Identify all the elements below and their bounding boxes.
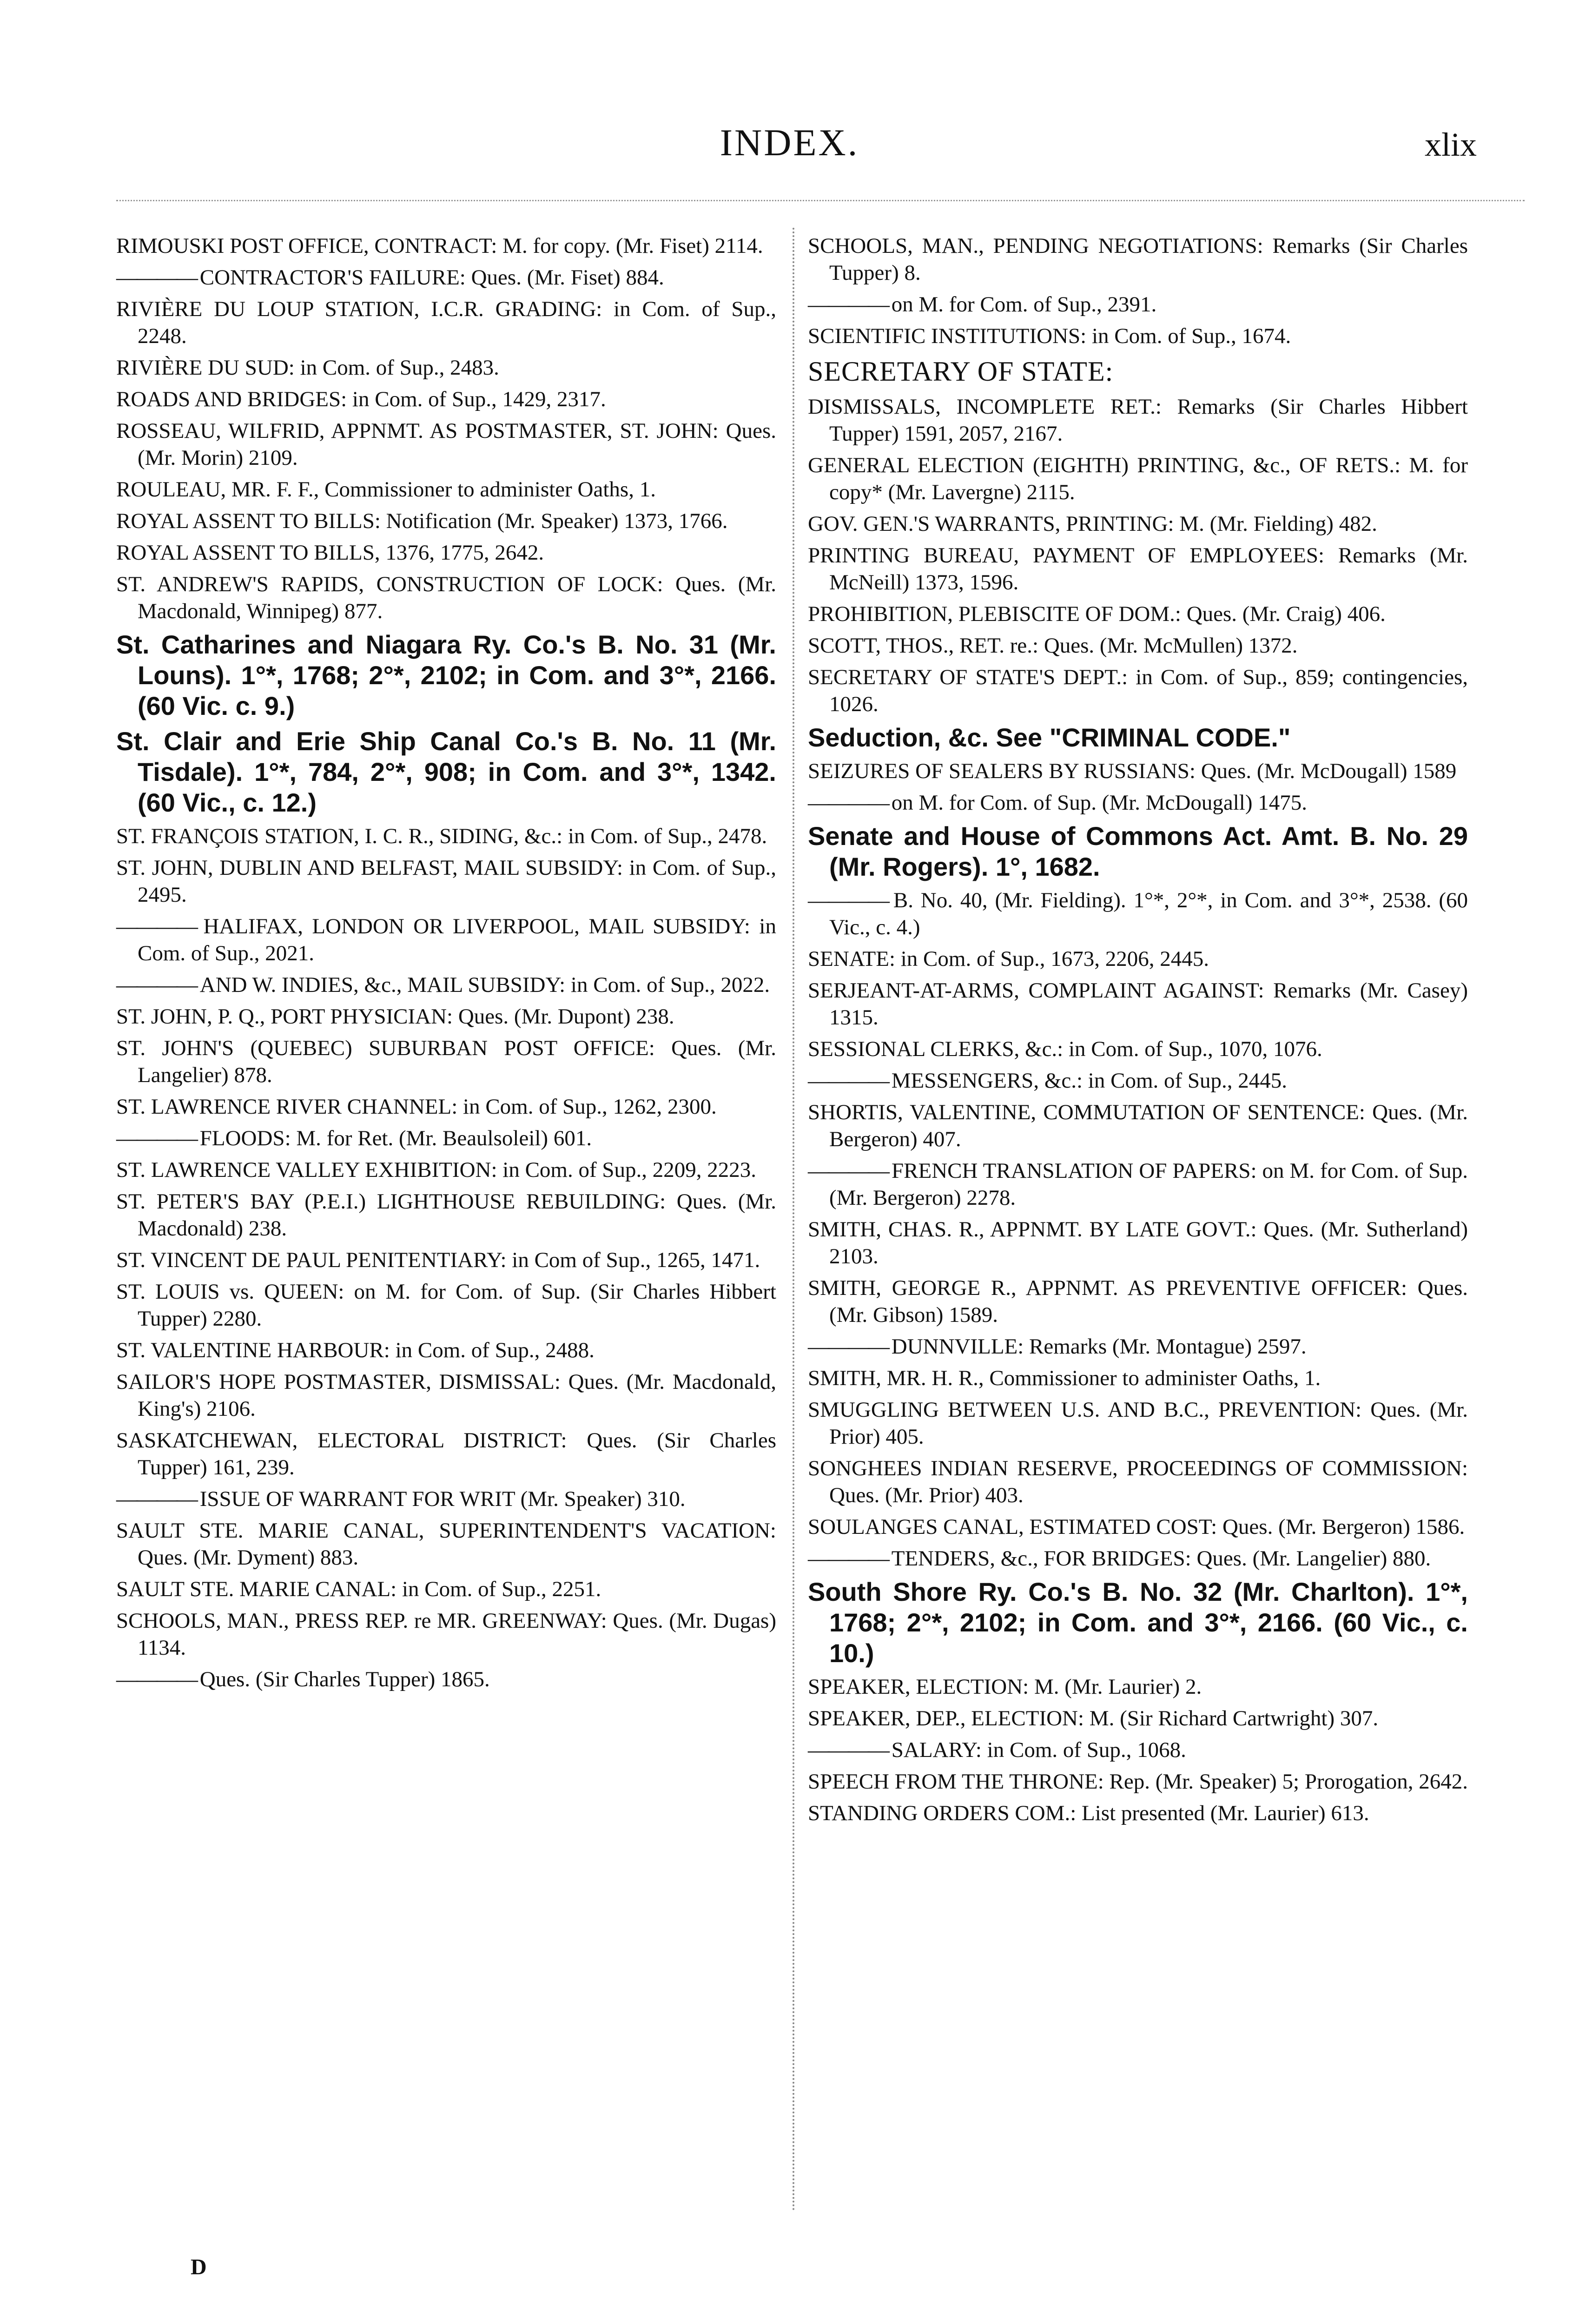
index-entry: ROYAL ASSENT TO BILLS, 1376, 1775, 2642. [116,541,544,565]
index-entry: ———— B. No. 40, (Mr. Fielding). 1°*, 2°*, in Com. and 3°*, 2538. (60 Vic., c. 4.) [808,887,1468,941]
index-entry: South Shore Ry. Co.'s B. No. 32 (Mr. Charlton). 1°*, 1768; 2°*, 2102; in Com. and 3°*, 2166. (60 Vic., c. 10.) [808,1577,1468,1668]
index-entry: St. Clair and Erie Ship Canal Co.'s B. No. 11 (Mr. Tisdale). 1°*, 784, 2°*, 908; in Com. and 3°*, 1342. (60 Vic., c. 12.) [116,726,776,817]
index-entry: ROADS AND BRIDGES: in Com. of Sup., 1429, 2317. [116,387,606,411]
index-entry: SENATE: in Com. of Sup., 1673, 2206, 2445. [808,947,1209,971]
index-entry: ———— HALIFAX, LONDON OR LIVERPOOL, MAIL SUBSIDY: in Com. of Sup., 2021. [116,913,776,967]
index-entry: SAULT STE. MARIE CANAL: in Com. of Sup., 2251. [116,1577,601,1601]
index-entry: Seduction, &c. See "CRIMINAL CODE." [808,723,1291,752]
right-column [808,232,1468,1831]
index-entry: PRINTING BUREAU, PAYMENT OF EMPLOYEES: Remarks (Mr. McNeill) 1373, 1596. [808,543,1468,594]
index-entry: SMITH, CHAS. R., APPNMT. BY LATE GOVT.: Ques. (Mr. Sutherland) 2103. [808,1217,1468,1268]
index-entry: ROULEAU, MR. F. F., Commissioner to administer Oaths, 1. [116,477,656,502]
index-entry: SPEAKER, ELECTION: M. (Mr. Laurier) 2. [808,1675,1202,1699]
index-entry: SMITH, MR. H. R., Commissioner to administer Oaths, 1. [808,1366,1321,1390]
index-entry: ———— ISSUE OF WARRANT FOR WRIT (Mr. Speaker) 310. [116,1486,776,1512]
index-entry: ST. LOUIS vs. QUEEN: on M. for Com. of Sup. (Sir Charles Hibbert Tupper) 2280. [116,1280,776,1331]
page-title: INDEX. [720,121,859,164]
index-entry: ST. JOHN'S (QUEBEC) SUBURBAN POST OFFICE: Ques. (Mr. Langelier) 878. [116,1036,776,1087]
index-entry: ROSSEAU, WILFRID, APPNMT. AS POSTMASTER, ST. JOHN: Ques. (Mr. Morin) 2109. [116,419,776,470]
page-number: xlix [1424,126,1477,163]
index-entry: ———— DUNNVILLE: Remarks (Mr. Montague) 2597. [808,1333,1468,1360]
index-entry: ———— AND W. INDIES, &c., MAIL SUBSIDY: in Com. of Sup., 2022. [116,971,776,998]
index-entry: GOV. GEN.'S WARRANTS, PRINTING: M. (Mr. Fielding) 482. [808,512,1377,536]
index-entry: SCOTT, THOS., RET. re.: Ques. (Mr. McMullen) 1372. [808,634,1298,658]
index-entry: ST. VALENTINE HARBOUR: in Com. of Sup., 2488. [116,1338,595,1362]
index-entry: SECRETARY OF STATE: [808,356,1114,387]
index-entry: SOULANGES CANAL, ESTIMATED COST: Ques. (Mr. Bergeron) 1586. [808,1515,1465,1539]
index-entry: ST. PETER'S BAY (P.E.I.) LIGHTHOUSE REBUILDING: Ques. (Mr. Macdonald) 238. [116,1189,776,1241]
page-header [0,121,1579,177]
index-entry: ———— SALARY: in Com. of Sup., 1068. [808,1736,1468,1763]
index-entry: RIMOUSKI POST OFFICE, CONTRACT: M. for copy. (Mr. Fiset) 2114. [116,234,763,258]
index-entry: PROHIBITION, PLEBISCITE OF DOM.: Ques. (Mr. Craig) 406. [808,602,1386,626]
index-entry: ST. FRANÇOIS STATION, I. C. R., SIDING, &c.: in Com. of Sup., 2478. [116,824,767,848]
index-entry: St. Catharines and Niagara Ry. Co.'s B. No. 31 (Mr. Louns). 1°*, 1768; 2°*, 2102; in Com. and 3°*, 2166. (60 Vic. c. 9.) [116,630,776,720]
index-entry: ST. VINCENT DE PAUL PENITENTIARY: in Com of Sup., 1265, 1471. [116,1248,760,1272]
index-entry: SAILOR'S HOPE POSTMASTER, DISMISSAL: Ques. (Mr. Macdonald, King's) 2106. [116,1370,776,1421]
index-entry: ———— CONTRACTOR'S FAILURE: Ques. (Mr. Fiset) 884. [116,264,776,291]
index-entry: SPEAKER, DEP., ELECTION: M. (Sir Richard Cartwright) 307. [808,1706,1379,1730]
index-entry: SECRETARY OF STATE'S DEPT.: in Com. of Sup., 859; contingencies, 1026. [808,665,1468,716]
index-entry: SCIENTIFIC INSTITUTIONS: in Com. of Sup., 1674. [808,324,1291,348]
index-entry: ———— MESSENGERS, &c.: in Com. of Sup., 2445. [808,1067,1468,1094]
index-entry: RIVIÈRE DU LOUP STATION, I.C.R. GRADING: in Com. of Sup., 2248. [116,297,776,348]
index-entry: SONGHEES INDIAN RESERVE, PROCEEDINGS OF COMMISSION: Ques. (Mr. Prior) 403. [808,1456,1468,1507]
index-entry: SCHOOLS, MAN., PRESS REP. re MR. GREENWAY: Ques. (Mr. Dugas) 1134. [116,1609,776,1660]
index-entry: ———— on M. for Com. of Sup. (Mr. McDougall) 1475. [808,789,1468,816]
index-entry: RIVIÈRE DU SUD: in Com. of Sup., 2483. [116,356,499,380]
index-entry: SESSIONAL CLERKS, &c.: in Com. of Sup., 1070, 1076. [808,1037,1322,1061]
index-entry: SASKATCHEWAN, ELECTORAL DISTRICT: Ques. (Sir Charles Tupper) 161, 239. [116,1428,776,1479]
index-entry: SPEECH FROM THE THRONE: Rep. (Mr. Speaker) 5; Prorogation, 2642. [808,1769,1468,1794]
index-entry: ———— Ques. (Sir Charles Tupper) 1865. [116,1666,776,1693]
index-entry: ST. JOHN, P. Q., PORT PHYSICIAN: Ques. (Mr. Dupont) 238. [116,1004,674,1029]
index-entry: ———— FLOODS: M. for Ret. (Mr. Beaulsoleil) 601. [116,1125,776,1152]
index-entry: SHORTIS, VALENTINE, COMMUTATION OF SENTENCE: Ques. (Mr. Bergeron) 407. [808,1100,1468,1151]
index-entry: SAULT STE. MARIE CANAL, SUPERINTENDENT'S VACATION: Ques. (Mr. Dyment) 883. [116,1519,776,1570]
header-rule [116,200,1525,201]
left-column [116,232,776,1697]
index-entry: ST. LAWRENCE RIVER CHANNEL: in Com. of Sup., 1262, 2300. [116,1095,717,1119]
signature-mark: D [191,2255,207,2279]
index-entry: ———— FRENCH TRANSLATION OF PAPERS: on M. for Com. of Sup. (Mr. Bergeron) 2278. [808,1157,1468,1211]
index-entry: ———— TENDERS, &c., FOR BRIDGES: Ques. (Mr. Langelier) 880. [808,1545,1468,1572]
index-entry: STANDING ORDERS COM.: List presented (Mr. Laurier) 613. [808,1801,1369,1825]
index-entry: SEIZURES OF SEALERS BY RUSSIANS: Ques. (Mr. McDougall) 1589 [808,759,1457,783]
index-entry: DISMISSALS, INCOMPLETE RET.: Remarks (Sir Charles Hibbert Tupper) 1591, 2057, 2167. [808,395,1468,446]
index-entry: GENERAL ELECTION (EIGHTH) PRINTING, &c., OF RETS.: M. for copy* (Mr. Lavergne) 2115. [808,453,1468,504]
index-entry: Senate and House of Commons Act. Amt. B. No. 29 (Mr. Rogers). 1°, 1682. [808,821,1468,881]
index-entry: ST. JOHN, DUBLIN AND BELFAST, MAIL SUBSIDY: in Com. of Sup., 2495. [116,856,776,907]
index-entry: SERJEANT-AT-ARMS, COMPLAINT AGAINST: Remarks (Mr. Casey) 1315. [808,978,1468,1030]
column-divider [793,228,794,2212]
index-entry: ROYAL ASSENT TO BILLS: Notification (Mr. Speaker) 1373, 1766. [116,509,728,533]
index-entry: SCHOOLS, MAN., PENDING NEGOTIATIONS: Remarks (Sir Charles Tupper) 8. [808,234,1468,285]
index-entry: ST. LAWRENCE VALLEY EXHIBITION: in Com. of Sup., 2209, 2223. [116,1158,757,1182]
index-entry: ———— on M. for Com. of Sup., 2391. [808,291,1468,318]
index-entry: SMUGGLING BETWEEN U.S. AND B.C., PREVENTION: Ques. (Mr. Prior) 405. [808,1398,1468,1449]
index-entry: SMITH, GEORGE R., APPNMT. AS PREVENTIVE OFFICER: Ques. (Mr. Gibson) 1589. [808,1276,1468,1327]
index-entry: ST. ANDREW'S RAPIDS, CONSTRUCTION OF LOCK: Ques. (Mr. Macdonald, Winnipeg) 877. [116,572,776,623]
